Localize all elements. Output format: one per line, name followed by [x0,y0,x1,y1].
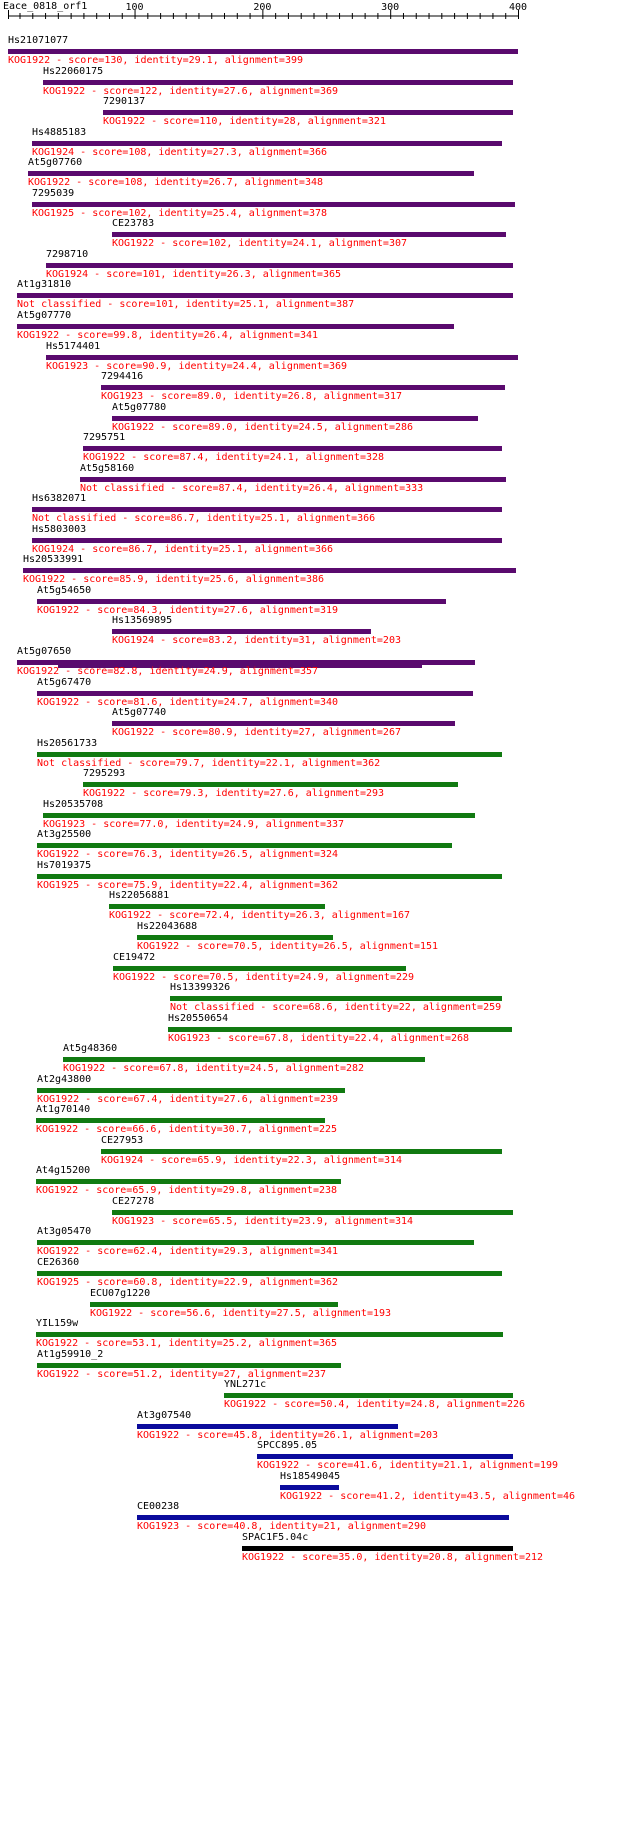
hit-alignment-bar[interactable] [17,293,513,298]
hit-description: KOG1923 - score=90.9, identity=24.4, alignment=369 [46,361,348,372]
hit-alignment-bar[interactable] [17,324,454,329]
hit-name[interactable]: Hs22060175 [43,66,104,77]
hit-description: KOG1924 - score=86.7, identity=25.1, alignment=366 [32,544,334,555]
hit-description: KOG1922 - score=70.5, identity=26.5, alignment=151 [137,941,439,952]
hit-alignment-bar[interactable] [109,904,325,909]
hit-description: KOG1922 - score=81.6, identity=24.7, alignment=340 [37,697,339,708]
hit-name[interactable]: 7295293 [83,768,126,779]
hit-name[interactable]: Hs21071077 [8,35,69,46]
hit-alignment-bar[interactable] [112,232,506,237]
hit-description: KOG1925 - score=75.9, identity=22.4, alignment=362 [37,880,339,891]
hit-description: KOG1922 - score=67.8, identity=24.5, alignment=282 [63,1063,365,1074]
hit-description: KOG1922 - score=53.1, identity=25.2, alignment=365 [36,1338,338,1349]
hit-description: KOG1924 - score=108, identity=27.3, alignment=366 [32,147,328,158]
hit-alignment-bar[interactable] [32,202,515,207]
hit-alignment-bar[interactable] [46,355,518,360]
hit-alignment-bar[interactable] [37,1363,341,1368]
hit-description: KOG1923 - score=65.5, identity=23.9, alignment=314 [112,1216,414,1227]
hit-name[interactable]: Hs6382071 [32,493,87,504]
hit-description: KOG1922 - score=50.4, identity=24.8, alignment=226 [224,1399,526,1410]
hit-name[interactable]: At5g58160 [80,463,135,474]
hit-description: Not classified - score=101, identity=25.1, alignment=387 [17,299,355,310]
hit-description: KOG1922 - score=56.6, identity=27.5, alignment=193 [90,1308,392,1319]
hit-name[interactable]: Hs20535708 [43,799,104,810]
hit-alignment-bar[interactable] [112,721,455,726]
hit-name[interactable]: Hs18549045 [280,1471,341,1482]
hit-name[interactable]: YNL271c [224,1379,267,1390]
hit-alignment-bar[interactable] [103,110,513,115]
hit-description: KOG1922 - score=84.3, identity=27.6, alignment=319 [37,605,339,616]
hit-name[interactable]: At5g07760 [28,157,83,168]
hit-alignment-bar[interactable] [112,1210,513,1215]
query-name: Eace_0818_orf1 [3,1,88,12]
hit-name[interactable]: SPCC895.05 [257,1440,318,1451]
hit-alignment-bar[interactable] [80,477,506,482]
hit-description: KOG1922 - score=41.6, identity=21.1, alignment=199 [257,1460,559,1471]
hit-alignment-bar[interactable] [43,813,475,818]
hit-name[interactable]: Hs20550654 [168,1013,229,1024]
hit-name[interactable]: Hs13399326 [170,982,231,993]
hit-name[interactable]: At1g70140 [36,1104,91,1115]
hit-alignment-bar[interactable] [112,416,478,421]
hit-alignment-bar[interactable] [137,1424,398,1429]
hit-alignment-bar[interactable] [257,1454,513,1459]
hit-name[interactable]: CE27278 [112,1196,155,1207]
hit-name[interactable]: At5g54650 [37,585,92,596]
hit-name[interactable]: Hs20561733 [37,738,98,749]
hit-description: KOG1922 - score=35.0, identity=20.8, alignment=212 [242,1552,544,1563]
hit-description: KOG1922 - score=122, identity=27.6, alignment=369 [43,86,339,97]
hit-description: KOG1922 - score=41.2, identity=43.5, alignment=46 [280,1491,576,1502]
hit-name[interactable]: 7295751 [83,432,126,443]
hit-name[interactable]: At3g07540 [137,1410,192,1421]
hit-description: KOG1924 - score=65.9, identity=22.3, alignment=314 [101,1155,403,1166]
hit-description: Not classified - score=79.7, identity=22.1, alignment=362 [37,758,381,769]
hit-alignment-bar[interactable] [37,691,473,696]
hit-name[interactable]: YIL159w [36,1318,79,1329]
hit-name[interactable]: At3g05470 [37,1226,92,1237]
hit-name[interactable]: Hs4885183 [32,127,87,138]
hit-alignment-bar[interactable] [83,782,458,787]
hit-alignment-bar[interactable] [28,171,474,176]
hit-name[interactable]: CE19472 [113,952,156,963]
hit-alignment-bar[interactable] [112,629,371,634]
hit-alignment-bar[interactable] [83,446,502,451]
hit-name[interactable]: Hs5174401 [46,341,101,352]
hit-alignment-bar[interactable] [36,1118,325,1123]
hit-name[interactable]: CE00238 [137,1501,180,1512]
hit-name[interactable]: At5g07780 [112,402,167,413]
hit-description: KOG1924 - score=83.2, identity=31, alignment=203 [112,635,401,646]
hit-alignment-bar[interactable] [37,1088,345,1093]
hit-alignment-bar[interactable] [90,1302,338,1307]
hit-alignment-bar[interactable] [37,874,502,879]
hit-description: KOG1922 - score=51.2, identity=27, alignment=237 [37,1369,326,1380]
hit-name[interactable]: ECU07g1220 [90,1288,151,1299]
hit-alignment-bar[interactable] [37,752,502,757]
hit-name[interactable]: Hs22043688 [137,921,198,932]
hit-alignment-bar[interactable] [113,966,406,971]
hit-alignment-bar[interactable] [37,1240,474,1245]
hit-alignment-bar[interactable] [101,1149,502,1154]
hit-name[interactable]: At5g67470 [37,677,92,688]
hit-description: KOG1923 - score=77.0, identity=24.9, alignment=337 [43,819,345,830]
hit-description: KOG1922 - score=66.6, identity=30.7, alignment=225 [36,1124,338,1135]
hit-description: KOG1923 - score=89.0, identity=26.8, alignment=317 [101,391,403,402]
hit-alignment-bar[interactable] [23,568,516,573]
hit-description: KOG1922 - score=85.9, identity=25.6, alignment=386 [23,574,325,585]
hit-description: Not classified - score=86.7, identity=25.1, alignment=366 [32,513,376,524]
hit-name[interactable]: 7295039 [32,188,75,199]
hit-alignment-bar[interactable] [101,385,505,390]
hit-alignment-bar[interactable] [36,1332,503,1337]
hit-name[interactable]: At5g48360 [63,1043,118,1054]
hit-alignment-bar[interactable] [36,1179,341,1184]
hit-alignment-bar[interactable] [8,49,518,54]
hit-alignment-bar[interactable] [280,1485,339,1490]
hit-description: KOG1922 - score=102, identity=24.1, alignment=307 [112,238,408,249]
hit-alignment-bar[interactable] [137,1515,509,1520]
hit-description: KOG1925 - score=60.8, identity=22.9, alignment=362 [37,1277,339,1288]
hit-row [0,1532,620,1568]
hit-alignment-bar[interactable] [37,599,446,604]
hit-name[interactable]: At5g07650 [17,646,72,657]
hit-name[interactable]: At5g07740 [112,707,167,718]
ruler-tick-label: 400 [508,2,528,13]
hit-description: KOG1922 - score=99.8, identity=26.4, alignment=341 [17,330,319,341]
hit-alignment-bar[interactable] [137,935,333,940]
hit-description: KOG1922 - score=45.8, identity=26.1, alignment=203 [137,1430,439,1441]
hit-description: KOG1922 - score=70.5, identity=24.9, alignment=229 [113,972,415,983]
hit-alignment-bar[interactable] [32,538,502,543]
hit-name[interactable]: 7298710 [46,249,89,260]
hit-name[interactable]: At3g25500 [37,829,92,840]
hit-name[interactable]: Hs22056881 [109,890,170,901]
ruler-tick-label: 200 [253,2,272,13]
hit-description: KOG1922 - score=72.4, identity=26.3, alignment=167 [109,910,411,921]
hit-description: KOG1923 - score=67.8, identity=22.4, alignment=268 [168,1033,470,1044]
hit-description: Not classified - score=68.6, identity=22, alignment=259 [170,1002,502,1013]
hit-name[interactable]: CE26360 [37,1257,80,1268]
hit-alignment-bar[interactable] [224,1393,513,1398]
hit-description: KOG1922 - score=76.3, identity=26.5, alignment=324 [37,849,339,860]
hit-description: KOG1922 - score=108, identity=26.7, alignment=348 [28,177,324,188]
hit-description: KOG1922 - score=65.9, identity=29.8, alignment=238 [36,1185,338,1196]
hit-description: KOG1922 - score=62.4, identity=29.3, alignment=341 [37,1246,339,1257]
hit-alignment-bar[interactable] [32,141,502,146]
hit-description: KOG1923 - score=40.8, identity=21, alignment=290 [137,1521,426,1532]
hit-name[interactable]: At1g59910_2 [37,1349,104,1360]
hit-name[interactable]: 7294416 [101,371,144,382]
hit-description: KOG1924 - score=101, identity=26.3, alignment=365 [46,269,342,280]
hit-name[interactable]: At1g31810 [17,279,72,290]
hit-description: KOG1922 - score=80.9, identity=27, alignment=267 [112,727,401,738]
hit-name[interactable]: Hs13569895 [112,615,173,626]
hit-description: KOG1922 - score=67.4, identity=27.6, alignment=239 [37,1094,339,1105]
hit-name[interactable]: At4g15200 [36,1165,91,1176]
hit-description: KOG1925 - score=102, identity=25.4, alignment=378 [32,208,328,219]
hit-alignment-bar[interactable] [242,1546,513,1551]
hit-description: KOG1922 - score=130, identity=29.1, alignment=399 [8,55,304,66]
hit-alignment-bar[interactable] [168,1027,512,1032]
hit-name[interactable]: Hs5803003 [32,524,87,535]
hit-description: KOG1922 - score=79.3, identity=27.6, alignment=293 [83,788,385,799]
hit-alignment-bar[interactable] [37,1271,502,1276]
hit-name[interactable]: SPAC1F5.04c [242,1532,309,1543]
hit-name[interactable]: Hs7019375 [37,860,92,871]
hit-alignment-bar[interactable] [46,263,513,268]
hit-alignment-bar[interactable] [37,843,452,848]
hit-name[interactable]: CE23783 [112,218,155,229]
hit-description: KOG1922 - score=110, identity=28, alignment=321 [103,116,386,127]
hit-description: KOG1922 - score=89.0, identity=24.5, alignment=286 [112,422,414,433]
hit-name[interactable]: CE27953 [101,1135,144,1146]
hit-description: KOG1922 - score=82.8, identity=24.9, alignment=357 [17,666,319,677]
hit-name[interactable]: At5g07770 [17,310,72,321]
hit-alignment-bar[interactable] [170,996,502,1001]
hit-name[interactable]: Hs20533991 [23,554,84,565]
hit-alignment-bar[interactable] [32,507,502,512]
ruler-tick-label: 100 [125,2,144,13]
hit-description: KOG1922 - score=87.4, identity=24.1, alignment=328 [83,452,385,463]
hit-name[interactable]: 7290137 [103,96,146,107]
ruler-tick-label: 300 [381,2,400,13]
hit-alignment-bar[interactable] [63,1057,425,1062]
hit-name[interactable]: At2g43800 [37,1074,92,1085]
hit-description: Not classified - score=87.4, identity=26.4, alignment=333 [80,483,424,494]
hit-alignment-bar[interactable] [43,80,513,85]
